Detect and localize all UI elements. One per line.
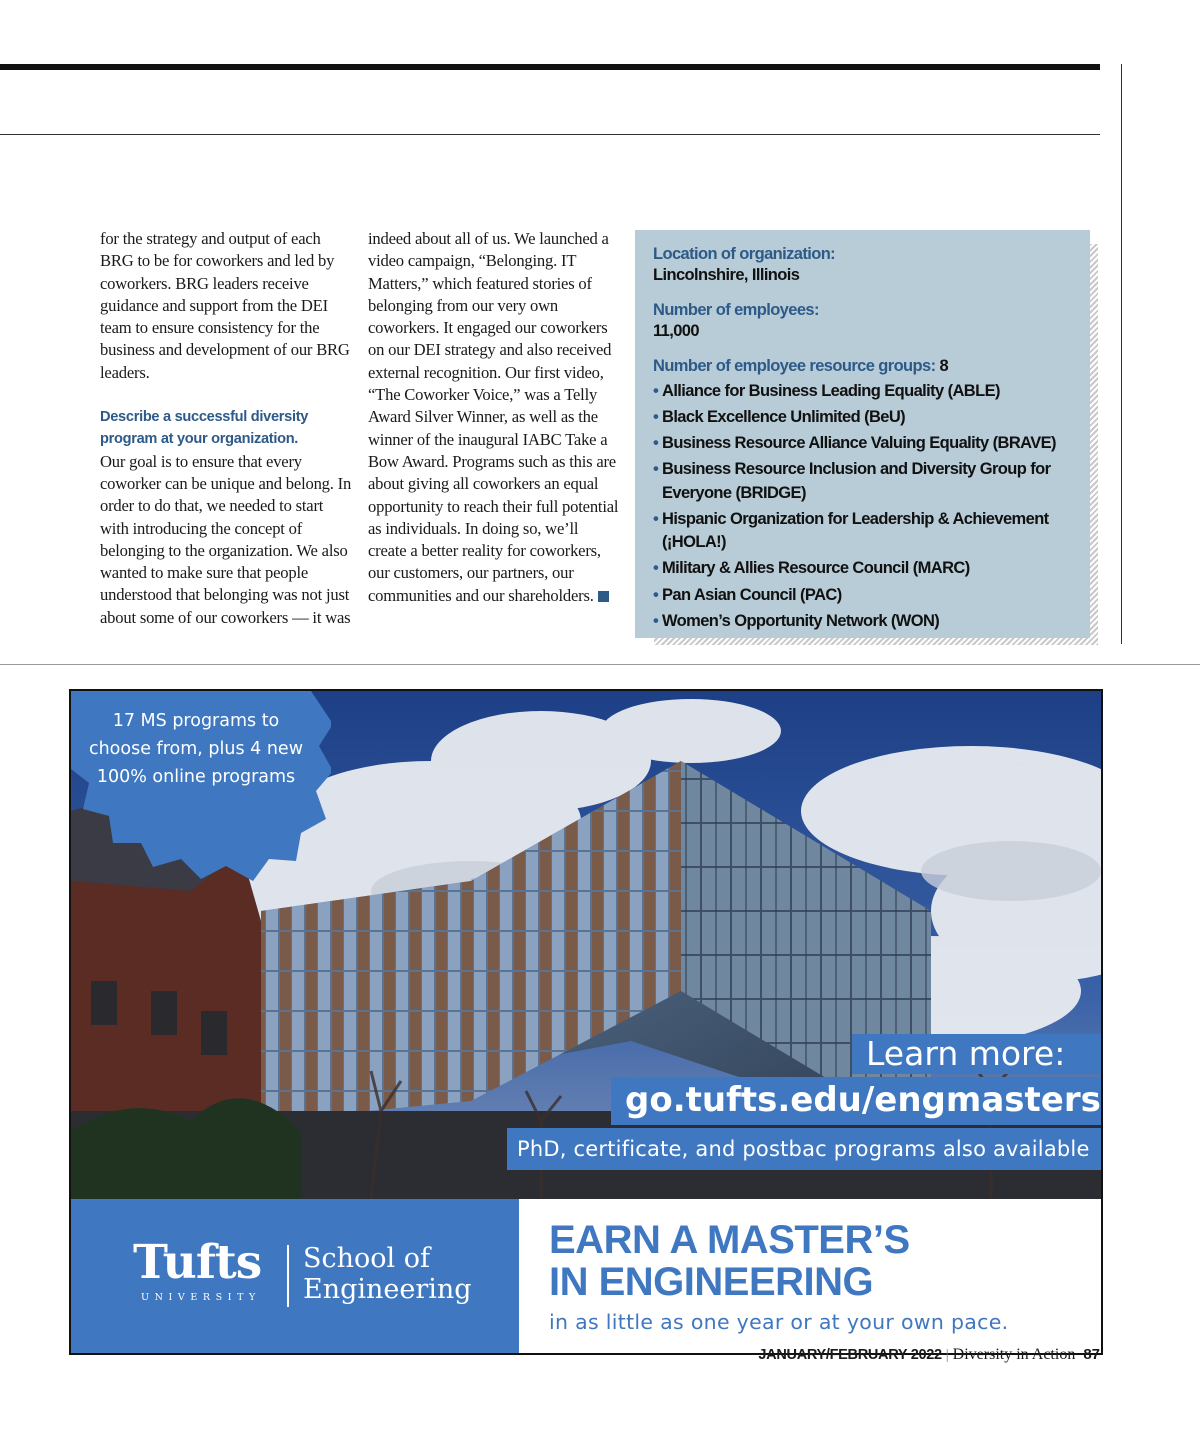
- end-mark-icon: [598, 591, 609, 602]
- university-label: UNIVERSITY: [141, 1292, 261, 1303]
- school-name-line-2: Engineering: [303, 1274, 472, 1305]
- article-paragraph: Our goal is to ensure that every coworker can be unique and belong. In order to do that, we needed to start with introducing the concept of belonging to the organization. We also wanted to make sure that people understood that belonging was not just about some of our coworkers — it was: [100, 451, 352, 627]
- ad-separator-rule: [0, 664, 1200, 665]
- tufts-logo-block: [71, 1199, 519, 1355]
- footer-separator: |: [945, 1347, 949, 1363]
- ad-copy-block: [519, 1199, 1101, 1355]
- header-rule: [0, 134, 1100, 135]
- school-name-line-1: School of: [303, 1243, 430, 1274]
- top-rule: [0, 64, 1100, 70]
- tufts-advertisement[interactable]: [69, 689, 1103, 1355]
- ad-headline: [549, 1219, 910, 1303]
- margin-rule: [1121, 64, 1122, 644]
- article-paragraph-text: indeed about all of us. We launched a video campaign, “Belonging. IT Matters,” which featured stories of belonging from our very own coworkers. It engaged our coworkers on our DEI strategy and also received external recognition. Our first video, “The Coworker Voice,” was a Telly Award Silver Winner, as well as the winner of the inaugural IABC Take a Bow Award. Programs such as this are about giving all coworkers an equal opportunity to reach their full potential as individuals. In doing so, we’ll create a better reality for coworkers, our customers, our partners, our communities and our shareholders.: [368, 229, 619, 605]
- headline-line-2: IN ENGINEERING: [549, 1260, 874, 1304]
- article-paragraph: for the strategy and output of each BRG to be for coworkers and led by coworkers. BRG leaders receive guidance and support from the DEI team to ensure consistency for the business and development of our BRG leaders.: [100, 229, 350, 382]
- article-paragraph: [368, 228, 620, 607]
- groups-count: 8: [939, 357, 949, 375]
- question-heading: Describe a successful diversity program at your organization.: [100, 409, 309, 448]
- employees-value: 11,000: [653, 322, 699, 340]
- list-item: • Business Resource Alliance Valuing Equality (BRAVE): [653, 432, 1080, 456]
- list-item: • Military & Allies Resource Council (MARC): [653, 557, 1080, 581]
- ad-subline: in as little as one year or at your own pace.: [549, 1310, 1009, 1334]
- page-number: 87: [1083, 1346, 1100, 1363]
- article-column-1: [100, 228, 352, 629]
- other-programs-note: PhD, certificate, and postbac programs also available: [507, 1128, 1103, 1170]
- employees-label: Number of employees:: [653, 301, 819, 319]
- logo-divider: [287, 1245, 289, 1307]
- location-label: Location of organization:: [653, 245, 836, 263]
- footer-issue: JANUARY/FEBRUARY 2022: [758, 1347, 942, 1363]
- school-name: [303, 1243, 472, 1305]
- page-footer: [700, 1346, 1100, 1364]
- location-value: Lincolnshire, Illinois: [653, 266, 800, 284]
- company-facts-sidebar: [635, 230, 1090, 638]
- list-item: • Black Excellence Unlimited (BeU): [653, 406, 1080, 430]
- program-link[interactable]: go.tufts.edu/engmasters: [611, 1077, 1103, 1125]
- list-item: • Business Resource Inclusion and Diversity Group for Everyone (BRIDGE): [653, 458, 1080, 505]
- headline-line-1: EARN A MASTER’S: [549, 1218, 910, 1262]
- list-item: • Women’s Opportunity Network (WON): [653, 610, 1080, 634]
- footer-publication: Diversity in Action: [952, 1346, 1076, 1363]
- list-item: • Pan Asian Council (PAC): [653, 584, 1080, 608]
- groups-label-row: [653, 356, 1080, 377]
- list-item: • Alliance for Business Leading Equality (ABLE): [653, 380, 1080, 404]
- tufts-wordmark: Tufts: [133, 1235, 262, 1290]
- groups-label: Number of employee resource groups:: [653, 357, 936, 375]
- groups-list: [653, 380, 1080, 633]
- list-item: • Hispanic Organization for Leadership & Achievement (¡HOLA!): [653, 508, 1080, 555]
- article-column-2: [368, 228, 620, 607]
- learn-more-label: Learn more:: [852, 1034, 1103, 1074]
- starburst-text: 17 MS programs to choose from, plus 4 new 100% online programs: [88, 711, 304, 787]
